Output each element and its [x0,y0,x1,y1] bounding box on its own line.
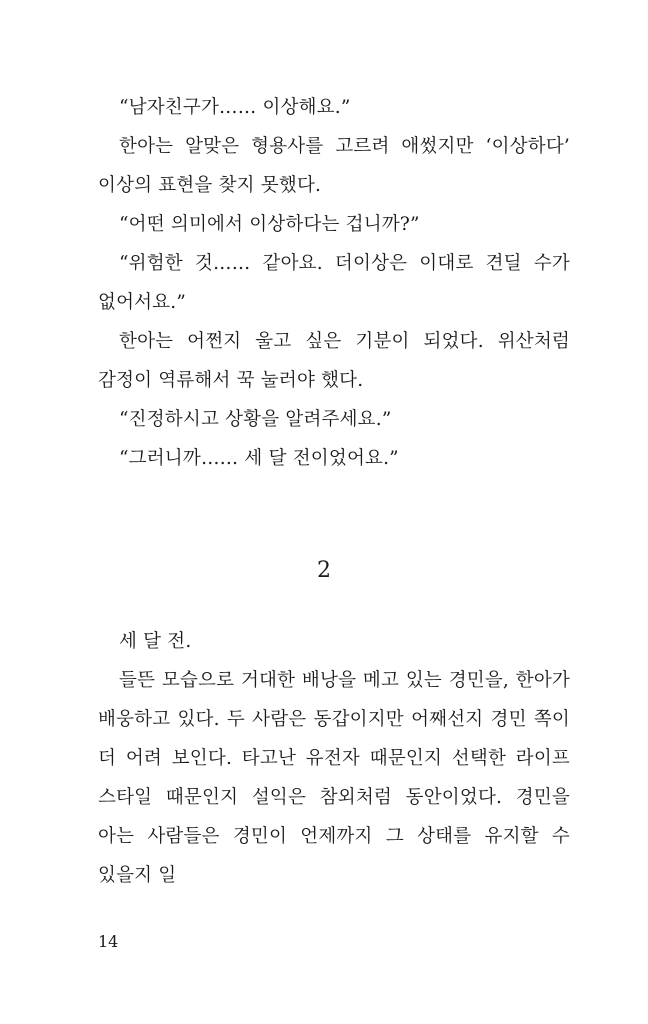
paragraph: “남자친구가…… 이상해요.” [119,97,351,118]
text-block-bottom [98,622,570,895]
paragraph: “진정하시고 상황을 알려주세요.” [119,409,392,430]
paragraph: 한아는 알맞은 형용사를 고르려 애썼지만 ‘이상하다’ 이상의 표현을 찾지 못했다. [98,136,570,196]
section-number: 2 [317,558,331,583]
paragraph: 세 달 전. [119,631,192,652]
paragraph: “어떤 의미에서 이상하다는 겁니까?” [119,214,420,235]
paragraph: 한아는 어쩐지 울고 싶은 기분이 되었다. 위산처럼 감정이 역류해서 꾹 눌러야 했다. [98,331,570,391]
paragraph: 들뜬 모습으로 거대한 배낭을 메고 있는 경민을, 한아가 배웅하고 있다. 두 사람은 동갑이지만 어째선지 경민 쪽이 더 어려 보인다. 타고난 유전자 때문인지 선택한 라이프 스타일 때문인지 설익은 참외처럼 동안이었다. 경민을 아는 사람들은 경민이 언제까지 그 상태를 유지할 수 있을지 일 [98,670,570,886]
page-number: 14 [98,932,119,951]
paragraph: “위험한 것…… 같아요. 더이상은 이대로 견딜 수가 없어서요.” [98,253,570,313]
paragraph: “그러니까…… 세 달 전이었어요.” [119,448,399,469]
text-block-top [98,88,570,478]
